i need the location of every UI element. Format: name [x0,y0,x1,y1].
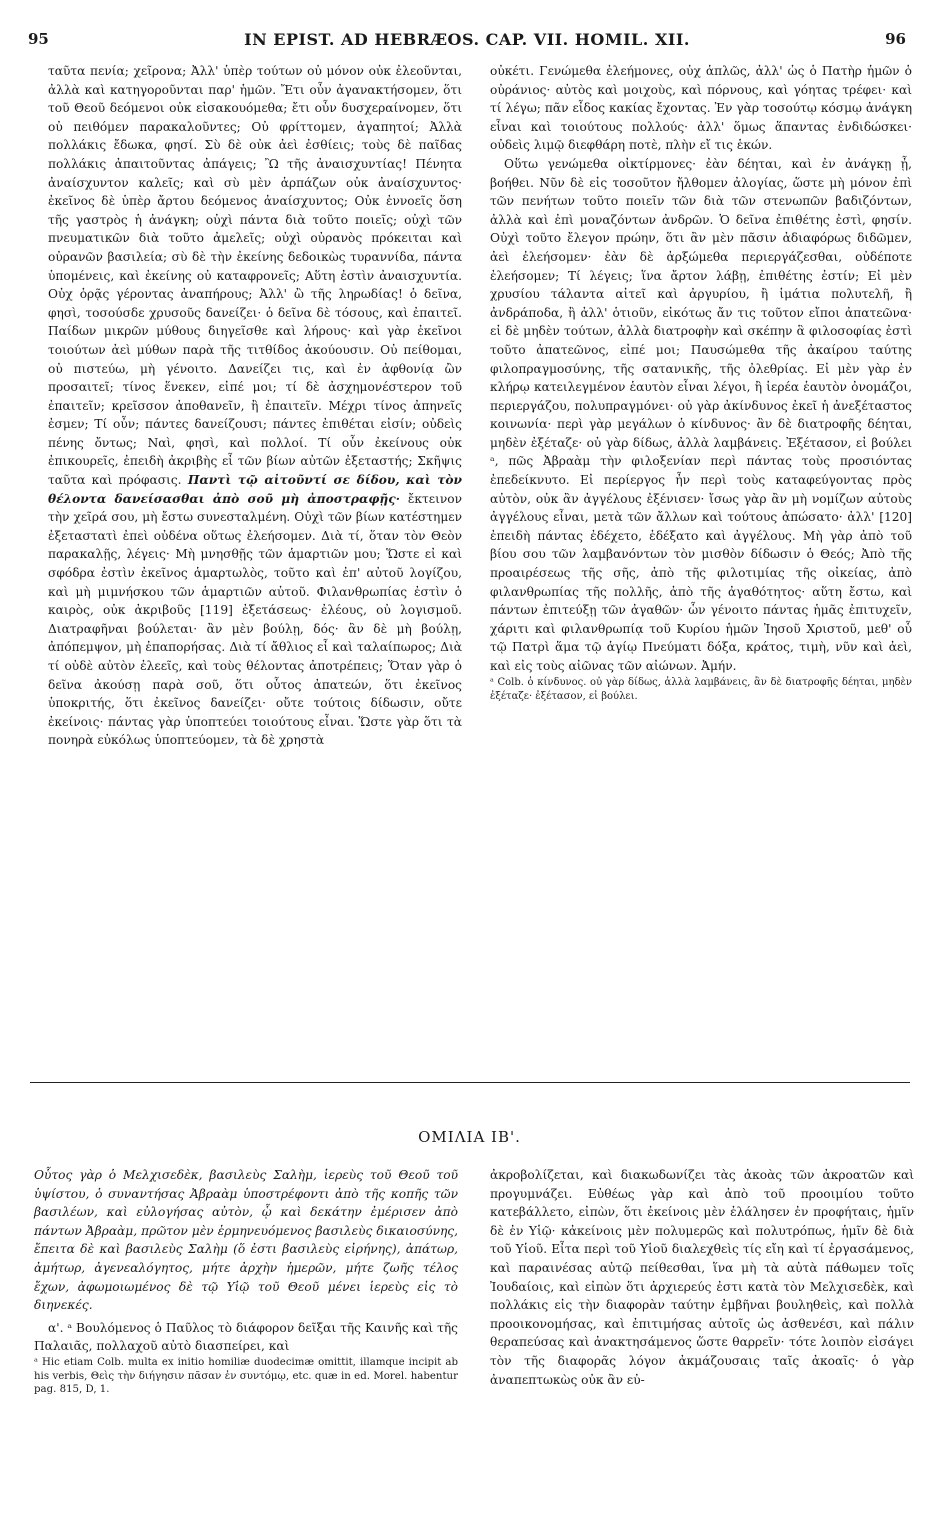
homily-right-text: ἀκροβολίζεται, καὶ διακωδωνίζει τὰς ἀκοὰς τῶν ἀκροατῶν καὶ προγυμνάζει. Εὐθέως γὰρ καὶ ἀπὸ τοῦ προοιμίου τοῦτο κατεβάλλετο, εἰπὼν, ὅτι ἐκείνοις μὲν ἐλάλησεν ἐν προφήταις, ἡμῖν δὲ ἐν Υἱῷ· κἀκείνοις μὲν πολυμερῶς καὶ πολυτρόπως, ἡμῖν δὲ διὰ τοῦ Υἱοῦ. Εἶτα περὶ τοῦ Υἱοῦ διαλεχθεὶς τίς εἴη καὶ τί ἐργασάμενος, καὶ παραινέσας αὐτῷ πείθεσθαι, ἵνα μὴ τὰ αὐτὰ πάθωμεν τοῖς Ἰουδαίοις, καὶ εἰπὼν ὅτι ἀρχιερεύς ἐστι κατὰ τὸν Μελχισεδὲκ, καὶ πολλάκις εἰς τὴν διαφορὰν ταύτην ἐμβῆναι βουληθεὶς, καὶ πολλὰ προοικονομήσας, καὶ ἐπιτιμήσας αὐτοῖς ὡς ἀσθενέσι, καὶ πάλιν θεραπεύσας καὶ ἀνακτησάμενος ὥστε θαρρεῖν· τότε λοιπὸν εἰσάγει τὸν τῆς διαφορᾶς λόγον ἀκμάζουσαις ταῖς ἀκοαῖς· ὁ γὰρ ἀναπεπτωκὼς οὐκ ἂν εὐ- [490,1168,914,1387]
left-column [48,62,462,750]
left-text-part1: ταῦτα πενία; χεῖρονα; Ἀλλ' ὑπὲρ τούτων οὐ μόνον οὐκ ἐλεοῦνται, ἀλλὰ καὶ κατηγοροῦνται παρ' ἡμῶν. Ἔτι οὖν ἀγανακτήσομεν, ὅτι τοῦ Θεοῦ δεόμενοι οὐκ εἰσακουόμεθα; ἔτι οὖν δυσχεραίνομεν, ὅτι οὐ πειθόμεν παρακαλοῦντες; Οὐ φρίττομεν, ἀγαπητοί; Ἀλλὰ πολλάκις ἔδωκα, φησί. Σὺ δὲ οὐκ ἀεὶ ἐσθίεις; τοὺς δὲ παῖδας πολλάκις ἀπαιτοῦντας ἀπάγεις; Ὢ τῆς ἀναισχυντίας! Πένητα ἀναίσχυντον καλεῖς; καὶ σὺ μὲν ἁρπάζων οὐκ ἀναίσχυντος· ἐκεῖνος δὲ ὑπὲρ ἄρτου δεόμενος ἀναίσχυντος; Οὐκ ἐννοεῖς ὅση τῆς γαστρὸς ἡ ἀνάγκη; οὐχὶ πάντα διὰ τοῦτο ποιεῖς; οὐχὶ τῶν πνευματικῶν διὰ τοῦτο ἀμελεῖς; οὐχὶ οὐρανὸς πρόκειται καὶ οὐρανῶν βασιλεία; σὺ δὲ τὴν ἐκείνης δεδοικὼς τυραννίδα, πάντα ὑπομένεις, καὶ ἐκείνης οὐ καταφρονεῖς; Αὕτη ἐστὶν ἀναισχυντία. Οὐχ ὁρᾷς γέροντας ἀναπήρους; Ἀλλ' ὢ τῆς ληρωδίας! ὁ δεῖνα, φησὶ, τοσούσδε χρυσοῦς δανείζει· ὁ δεῖνα δὲ τόσους, καὶ ἐπαιτεῖ. Παίδων μικρῶν μύθους διηγεῖσθε καὶ λήρους· καὶ γὰρ ἐκεῖνοι τοιούτων ἀεὶ μύθων παρὰ τῆς τιτθίδος ἀκούουσιν. Οὐ πείθομαι, οὐ πιστεύω, μὴ γένοιτο. Δανείζει τις, καὶ ἐν ἀφθονίᾳ ὢν προσαιτεῖ; τίνος ἕνεκεν, εἰπέ μοι; τί δὲ ἀσχημονέστερον τοῦ ἐπαιτεῖν; κρεῖσσον ἀποθανεῖν, ἢ ἐπαιτεῖν. Μέχρι τίνος ἀπηνεῖς ἐσμεν; Τί οὖν; πάντες δανείζουσι; πάντες ἐπιθέται εἰσίν; οὐδεὶς πένης ὄντως; Ναὶ, φησὶ, καὶ πολλοί. Τί οὖν ἐκείνους οὐκ ἐπικουρεῖς, ἐπειδὴ ἀκριβὴς εἶ τῶν βίων αὐτῶν ἐξεταστής; Σκῆψις ταῦτα καὶ πρόφασις. [48,64,462,488]
right-column-text: οὐκέτι. Γενώμεθα ἐλεήμονες, οὐχ ἁπλῶς, ἀλλ' ὡς ὁ Πατὴρ ἡμῶν ὁ οὐράνιος· αὐτὸς καὶ μοιχοὺς, καὶ πόρνους, καὶ γόητας τρέφει· καὶ τί λέγω; πᾶν εἶδος κακίας ἔχοντας. Ἐν γὰρ τοσούτῳ κόσμῳ ἀνάγκη εἶναι καὶ τοιούτους πολλούς· ἀλλ' ὅμως ἅπαντας ἐνδιδώσκει· οὐδεὶς λιμῷ διεφθάρη ποτὲ, πλὴν εἴ τις ἑκών. [490,64,912,153]
page-number-right: 96 [885,30,906,48]
homily-paragraph-a: α'. ᵃ Βουλόμενος ὁ Παῦλος τὸ διάφορον δεῖξαι τῆς Καινῆς καὶ τῆς Παλαιᾶς, πολλαχοῦ αὐτὸ διασπείρει, καὶ [34,1320,458,1354]
page-header [28,30,906,56]
right-column-paragraph: Οὕτω γενώμεθα οἰκτίρμονες· ἐὰν δέηται, καὶ ἐν ἀνάγκῃ ᾖ, βοήθει. Νῦν δὲ εἰς τοσοῦτον ἤλθομεν ἀλογίας, ὥστε μὴ μόνον ἐπὶ τῶν πενήτων τοῦτο ποιεῖν τῶν διὰ τῶν στενωπῶν βαδιζόντων, ἀλλὰ καὶ ἐπὶ μοναζόντων ἀνδρῶν. Ὁ δεῖνα ἐπιθέτης ἐστὶ, φησίν. Οὐχὶ τοῦτο ἔλεγον πρώην, ὅτι ἂν μὲν πᾶσιν ἀδιαφόρως διδῶμεν, ἀεὶ ἐλεήσομεν· ἐὰν δὲ ἀρξώμεθα περιεργάζεσθαι, οὐδέποτε ἐλεήσομεν; Τί λέγεις; ἵνα ἄρτον λάβῃ, ἐπιθέτης ἐστίν; Εἰ μὲν χρυσίου τάλαντα αἰτεῖ καὶ ἀργυρίου, ἢ ἱμάτια πολυτελῆ, ἢ ἀνδράποδα, ἢ ἀλλ' ὁτιοῦν, εἰκότως ἄν τις τοῦτον εἴποι ἀπατεῶνα· εἰ δὲ μηδὲν τούτων, ἀλλὰ διατροφὴν καὶ σκέπην ἃ φιλοσοφίας ἐστὶ τοῦτο ἀπατεῶνος, εἰπέ μοι; Παυσώμεθα τῆς ἀκαίρου ταύτης φιλοπραγμοσύνης, τῆς σατανικῆς, τῆς ὀλεθρίας. Εἰ μὲν γὰρ ἐν κλήρῳ κατειλεγμένον ἑαυτὸν εἶναι λέγοι, ἢ ἱερέα ἑαυτὸν ὀνομάζοι, περιεργάζου, πολυπραγμόνει· οὐ γὰρ ἀκίνδυνος ἐκεῖ ἡ ἀνεξέταστος κοινωνία· περὶ γὰρ μεγάλων ὁ κίνδυνος· ἂν δὲ διατροφῆς δέηται, μηδὲν ἐξέταζε· οὐ γὰρ δίδως, ἀλλὰ λαμβάνεις. Ἐξέτασον, εἰ βούλει ᵃ, πῶς Ἀβραὰμ τὴν φιλοξενίαν περὶ πάντας τοὺς προσιόντας ἐπεδείκνυτο. Εἰ περίεργος ἦν περὶ τοὺς καταφεύγοντας πρὸς αὐτὸν, οὐκ ἂν ἀγγέλους ἐξένισεν· ἴσως γὰρ ἂν μὴ νομίζων αὐτοὺς ἀγγέλους εἶναι, μετὰ τῶν ἄλλων καὶ τούτους ἀπώσατο· ἀλλ' [120] ἐπειδὴ πάντας ἐδέχετο, ἐδέξατο καὶ ἀγγέλους. Μὴ γὰρ ἀπὸ τοῦ βίου σου τῶν λαμβανόντων τὸν μισθὸν δίδωσιν ὁ Θεός; Ἀπὸ τῆς προαιρέσεως τῆς σῆς, ἀπὸ τῆς φιλοτιμίας τῆς οἰκείας, ἀπὸ φιλανθρωπίας τῆς πολλῆς, ἀπὸ τῆς ἀγαθότητος· αὕτη ἔστω, καὶ πάντων ἐπιτεύξῃ τῶν ἀγαθῶν· ὧν γένοιτο πάντας ἡμᾶς ἐπιτυχεῖν, χάριτι καὶ φιλανθρωπίᾳ τοῦ Κυρίου ἡμῶν Ἰησοῦ Χριστοῦ, μεθ' οὗ τῷ Πατρὶ ἅμα τῷ ἁγίῳ Πνεύματι δόξα, κράτος, τιμὴ, νῦν καὶ ἀεὶ, καὶ εἰς τοὺς αἰῶνας τῶν αἰώνων. Ἀμήν. [490,156,912,673]
homily-title: ΟΜΙΛΙΑ ΙΒ'. [418,1128,521,1146]
running-title: IN EPIST. AD HEBRÆOS. CAP. VII. HOMIL. XII. [244,30,690,49]
left-column-text [48,62,462,750]
footnote-a: ᵃ Colb. ὁ κίνδυνος. οὐ γὰρ δίδως, ἀλλὰ λαμβάνεις, ἂν δὲ διατροφῆς δέηται, μηδὲν ἐξέταζε· ἐξέτασον, εἰ βούλει. [490,676,912,702]
scripture-quote: Παντὶ τῷ αἰτοῦντί σε δίδου, καὶ τὸν θέλοντα δανείσασθαι ἀπὸ σοῦ μὴ ἀποστραφῇς· [48,473,462,506]
section-divider [30,1082,910,1083]
homily-left-column [34,1166,458,1397]
left-text-part2: ἔκτεινον τὴν χεῖρά σου, μὴ ἔστω συνεσταλμένη. Οὐχὶ τῶν βίων κατέστημεν ἐξεταστατὶ ἐπεὶ οὐδένα οὕτως ἐλεήσομεν. Διὰ τί, ὅταν τὸν Θεὸν παρακαλῇς, λέγεις· Μὴ μνησθῇς τῶν ἁμαρτιῶν μου; Ὥστε εἰ καὶ σφόδρα ἐστὶν ἐκεῖνος ἁμαρτωλὸς, τοῦτο καὶ ἐπ' αὐτοῦ λογίζου, καὶ μὴ μιμνήσκου τῶν ἁμαρτιῶν αὐτοῦ. Φιλανθρωπίας ἐστὶν ὁ καιρὸς, οὐκ ἀκριβοῦς [119] ἐξετάσεως· ἐλέους, οὐ λογισμοῦ. Διατραφῆναι βούλεται· ἂν μὲν βούλῃ, δός· ἂν δὲ μὴ βούλῃ, ἀπόπεμψον, μὴ ἐπαπορήσας. Διὰ τί ἄθλιος εἶ καὶ ταλαίπωρος; Διὰ τί οὐδὲ αὐτὸν ἐλεεῖς, καὶ τοὺς θέλοντας ἀποτρέπεις; Ὅταν γὰρ ὁ δεῖνα ἀκούσῃ παρὰ σοῦ, ὅτι οὗτος ἀπατεών, ὅτι ἐκεῖνος ὑποκριτής, ὅτι ἐκεῖνος δανείζει· οὔτε τούτοις δίδωσιν, οὔτε ἐκείνοις· πάντας γὰρ ὑποπτεύει τοιούτους εἶναι. Ὥστε γὰρ ὅτι τὰ πονηρὰ εὐκόλως ὑποπτεύομεν, τὰ δὲ χρηστὰ [48,491,463,748]
right-column [490,62,912,704]
homily-verse: Οὗτος γὰρ ὁ Μελχισεδὲκ, βασιλεὺς Σαλὴμ, ἱερεὺς τοῦ Θεοῦ τοῦ ὑψίστου, ὁ συναντήσας Ἀβραὰμ ὑποστρέφοντι ἀπὸ τῆς κοπῆς τῶν βασιλέων, καὶ εὐλογήσας αὐτὸν, ᾧ καὶ δεκάτην ἐμέρισεν ἀπὸ πάντων Ἀβραὰμ, πρῶτον μὲν ἑρμηνευόμενος βασιλεὺς δικαιοσύνης, ἔπειτα δὲ καὶ βασιλεὺς Σαλὴμ (ὅ ἐστι βασιλεὺς εἰρήνης), ἀπάτωρ, ἀμήτωρ, ἀγενεαλόγητος, μήτε ἀρχὴν ἡμερῶν, μήτε ζωῆς τέλος ἔχων, ἀφωμοιωμένος δὲ τῷ Υἱῷ τοῦ Θεοῦ μένει ἱερεὺς εἰς τὸ διηνεκές. [34,1168,458,1313]
homily-footnote: ᵃ Hic etiam Colb. multa ex initio homiliæ duodecimæ omittit, illamque incipit ab his verbis, Θεὶς τὴν διήγησιν πᾶσαν ἐν συντόμῳ, etc. quæ in ed. Morel. habentur pag. 815, D, 1. [34,1356,458,1396]
homily-right-column [490,1166,914,1389]
page-number-left: 95 [28,30,49,48]
